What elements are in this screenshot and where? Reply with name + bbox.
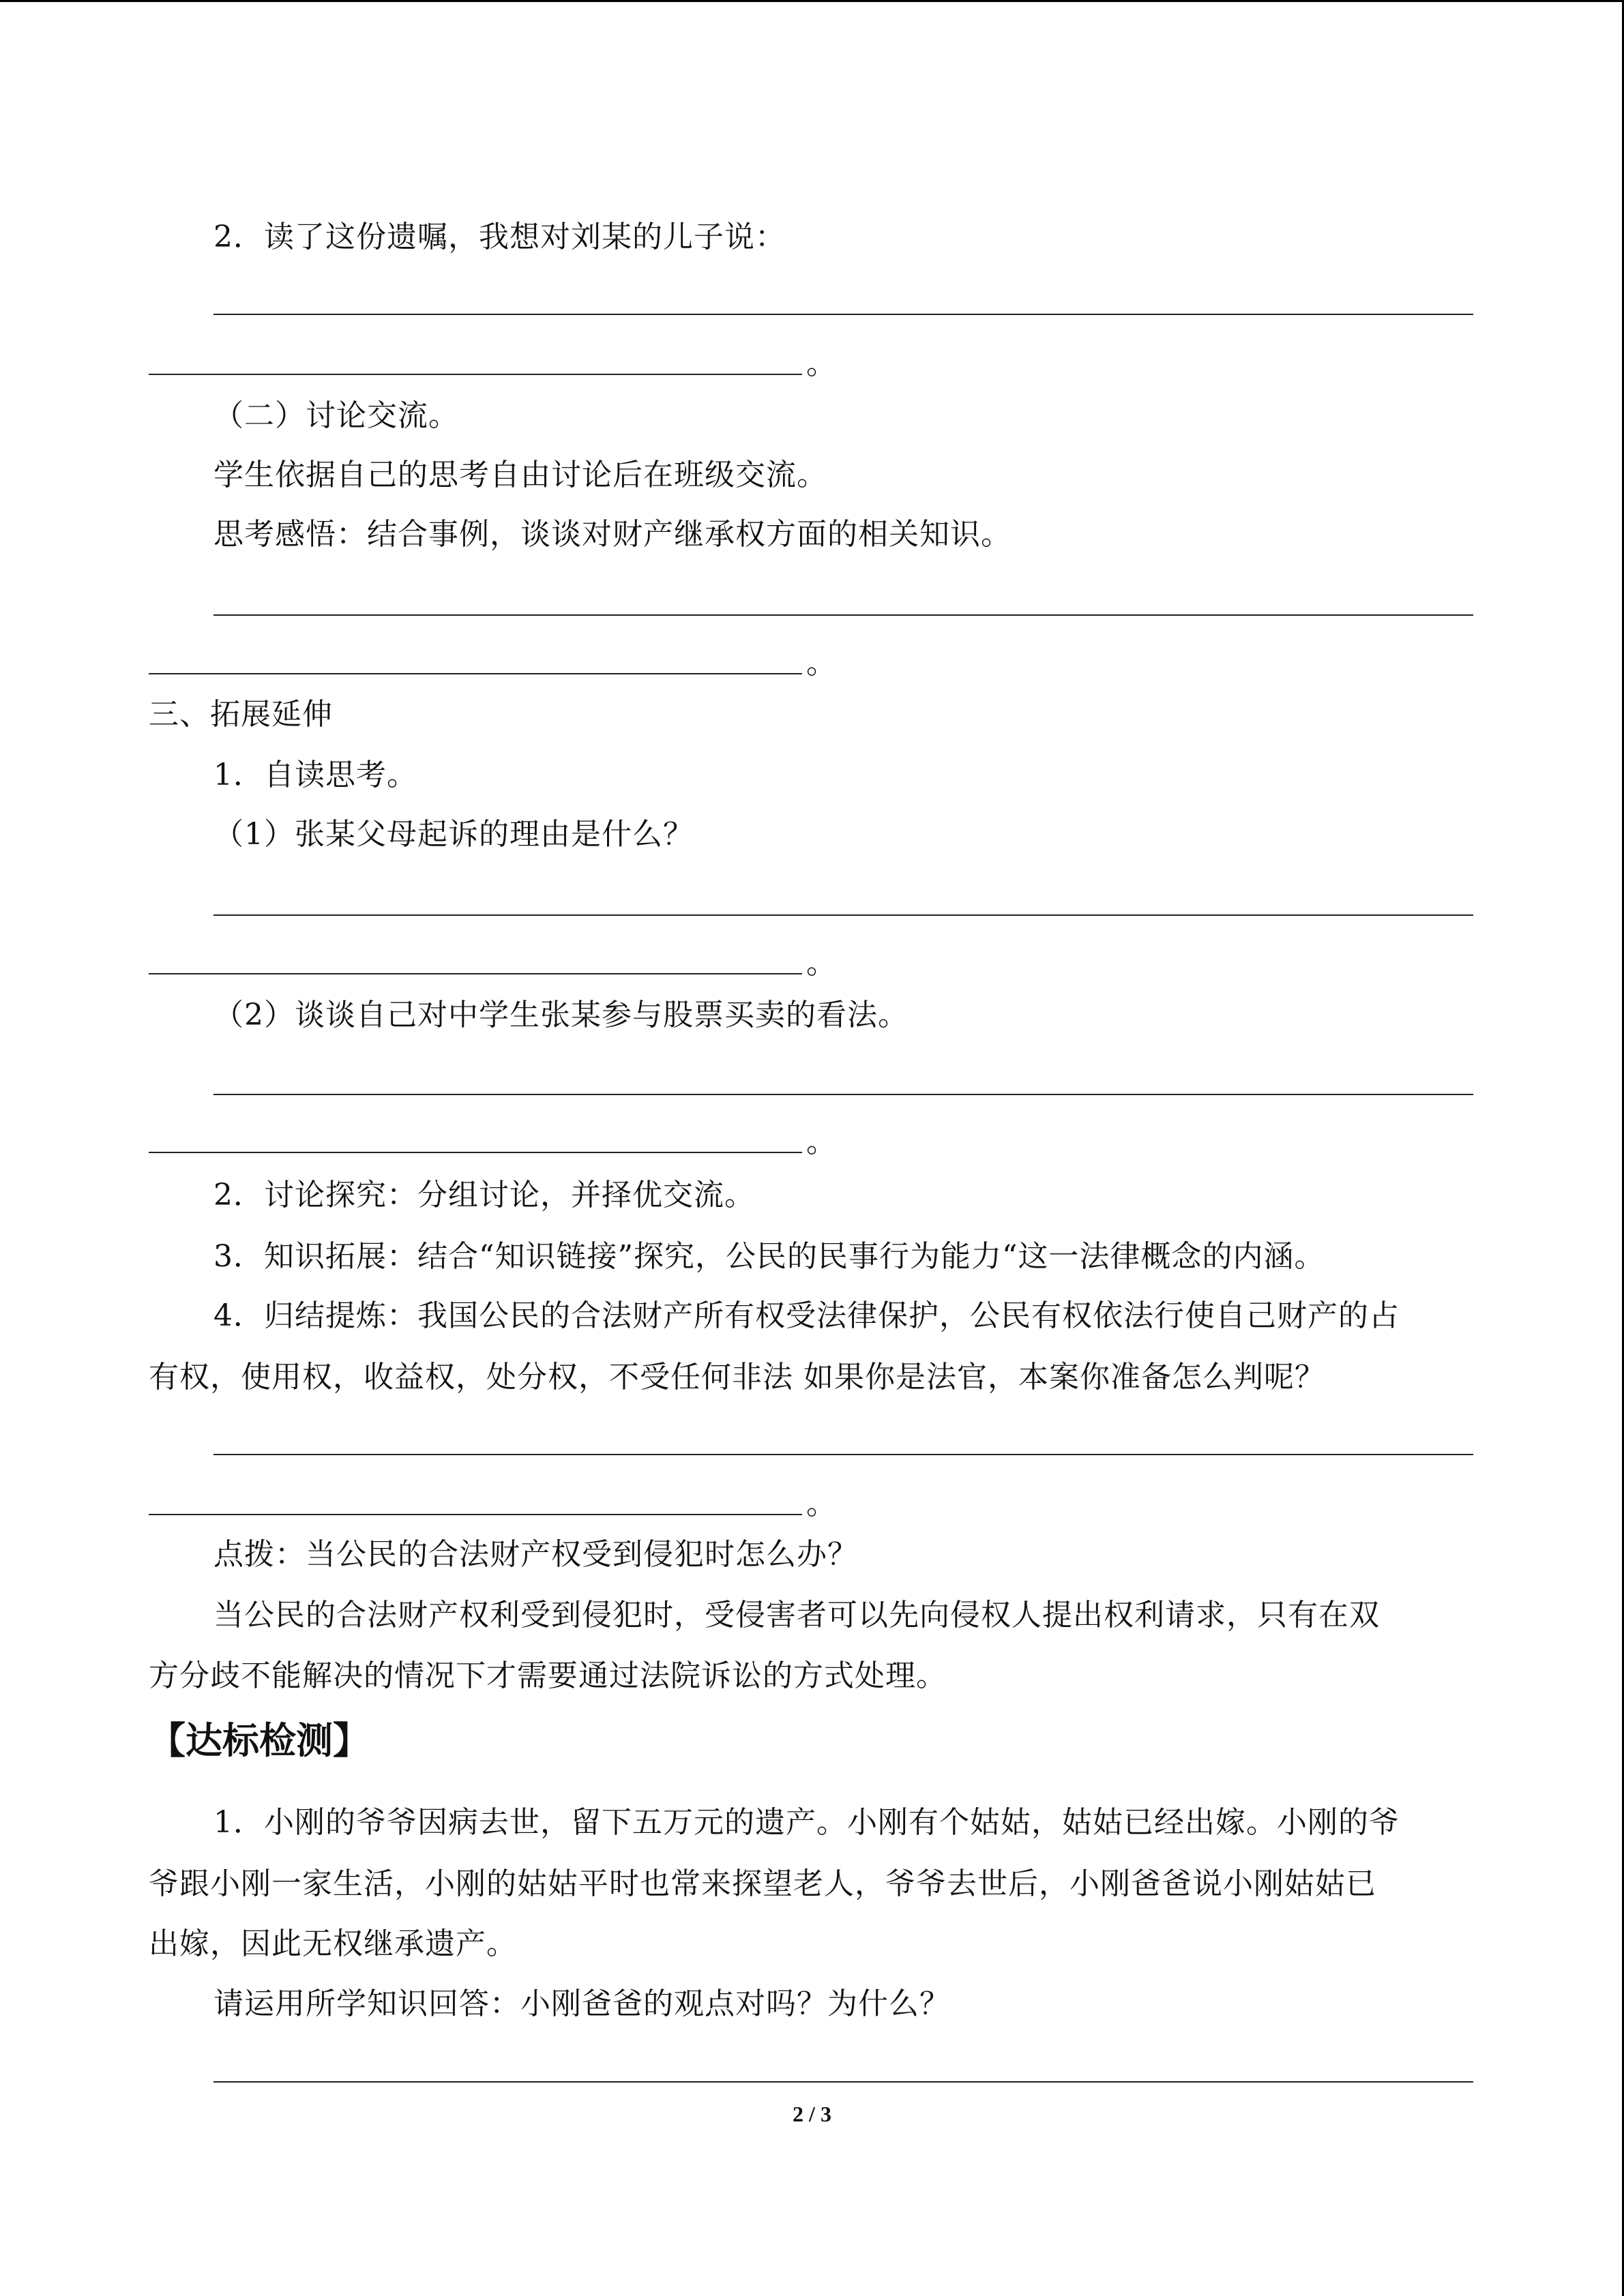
sub-question-1: （1）张某父母起诉的理由是什么？ [213,817,694,852]
answer-line[interactable] [213,314,1473,315]
answer-period: 。 [806,946,836,981]
tip-question: 点拨：当公民的合法财产权受到侵犯时怎么办？ [213,1537,858,1572]
knowledge-extension-item: 3．知识拓展：结合“知识链接”探究，公民的民事行为能力“这一法律概念的内涵。 [213,1239,1325,1274]
answer-period: 。 [806,646,836,681]
tip-answer-line-1: 当公民的合法财产权利受到侵犯时，受侵害者可以先向侵权人提出权利请求，只有在双 [213,1598,1380,1632]
self-read-item: 1．自读思考。 [213,758,417,792]
answer-line[interactable] [213,1094,1473,1095]
test-question-1-prompt: 请运用所学知识回答：小刚爸爸的观点对吗？为什么？ [213,1986,950,2021]
answer-line[interactable] [149,374,802,375]
answer-period: 。 [806,1124,836,1159]
test-section-heading: 【达标检测】 [149,1719,370,1762]
test-question-1-line-1: 1．小刚的爷爷因病去世，留下五万元的遗产。小刚有个姑姑，姑姑已经出嫁。小刚的爷 [213,1805,1400,1840]
discussion-title: （二）讨论交流。 [213,398,459,433]
discussion-body: 学生依据自己的思考自由讨论后在班级交流。 [213,458,827,492]
answer-line[interactable] [149,1514,802,1515]
answer-line[interactable] [149,1152,802,1153]
test-question-1-line-2: 爷跟小刚一家生活，小刚的姑姑平时也常来探望老人，爷爷去世后，小刚爸爸说小刚姑姑已 [149,1866,1376,1901]
sub-question-2: （2）谈谈自己对中学生张某参与股票买卖的看法。 [213,998,909,1032]
answer-line[interactable] [213,914,1473,916]
answer-period: 。 [806,1487,836,1521]
summary-item-line-2: 有权，使用权，收益权，处分权，不受任何非法 如果你是法官，本案你准备怎么判呢？ [149,1360,1325,1395]
answer-line[interactable] [149,973,802,974]
section-title: 三、拓展延伸 [149,697,333,732]
answer-period: 。 [806,346,836,381]
discuss-explore-item: 2．讨论探究：分组讨论，并择优交流。 [213,1178,755,1212]
test-question-1-line-3: 出嫁，因此无权继承遗产。 [149,1926,517,1961]
question-will-reflection: 2．读了这份遗嘱，我想对刘某的儿子说： [213,220,786,254]
reflection-prompt: 思考感悟：结合事例，谈谈对财产继承权方面的相关知识。 [213,517,1012,552]
answer-line[interactable] [213,1454,1473,1455]
tip-answer-line-2: 方分歧不能解决的情况下才需要通过法院诉讼的方式处理。 [149,1658,947,1693]
answer-line[interactable] [213,614,1473,616]
summary-item-line-1: 4．归结提炼：我国公民的合法财产所有权受法律保护，公民有权依法行使自己财产的占 [213,1298,1400,1333]
answer-line[interactable] [149,673,802,674]
answer-line[interactable] [213,2081,1473,2083]
page-number: 2 / 3 [793,2102,831,2126]
